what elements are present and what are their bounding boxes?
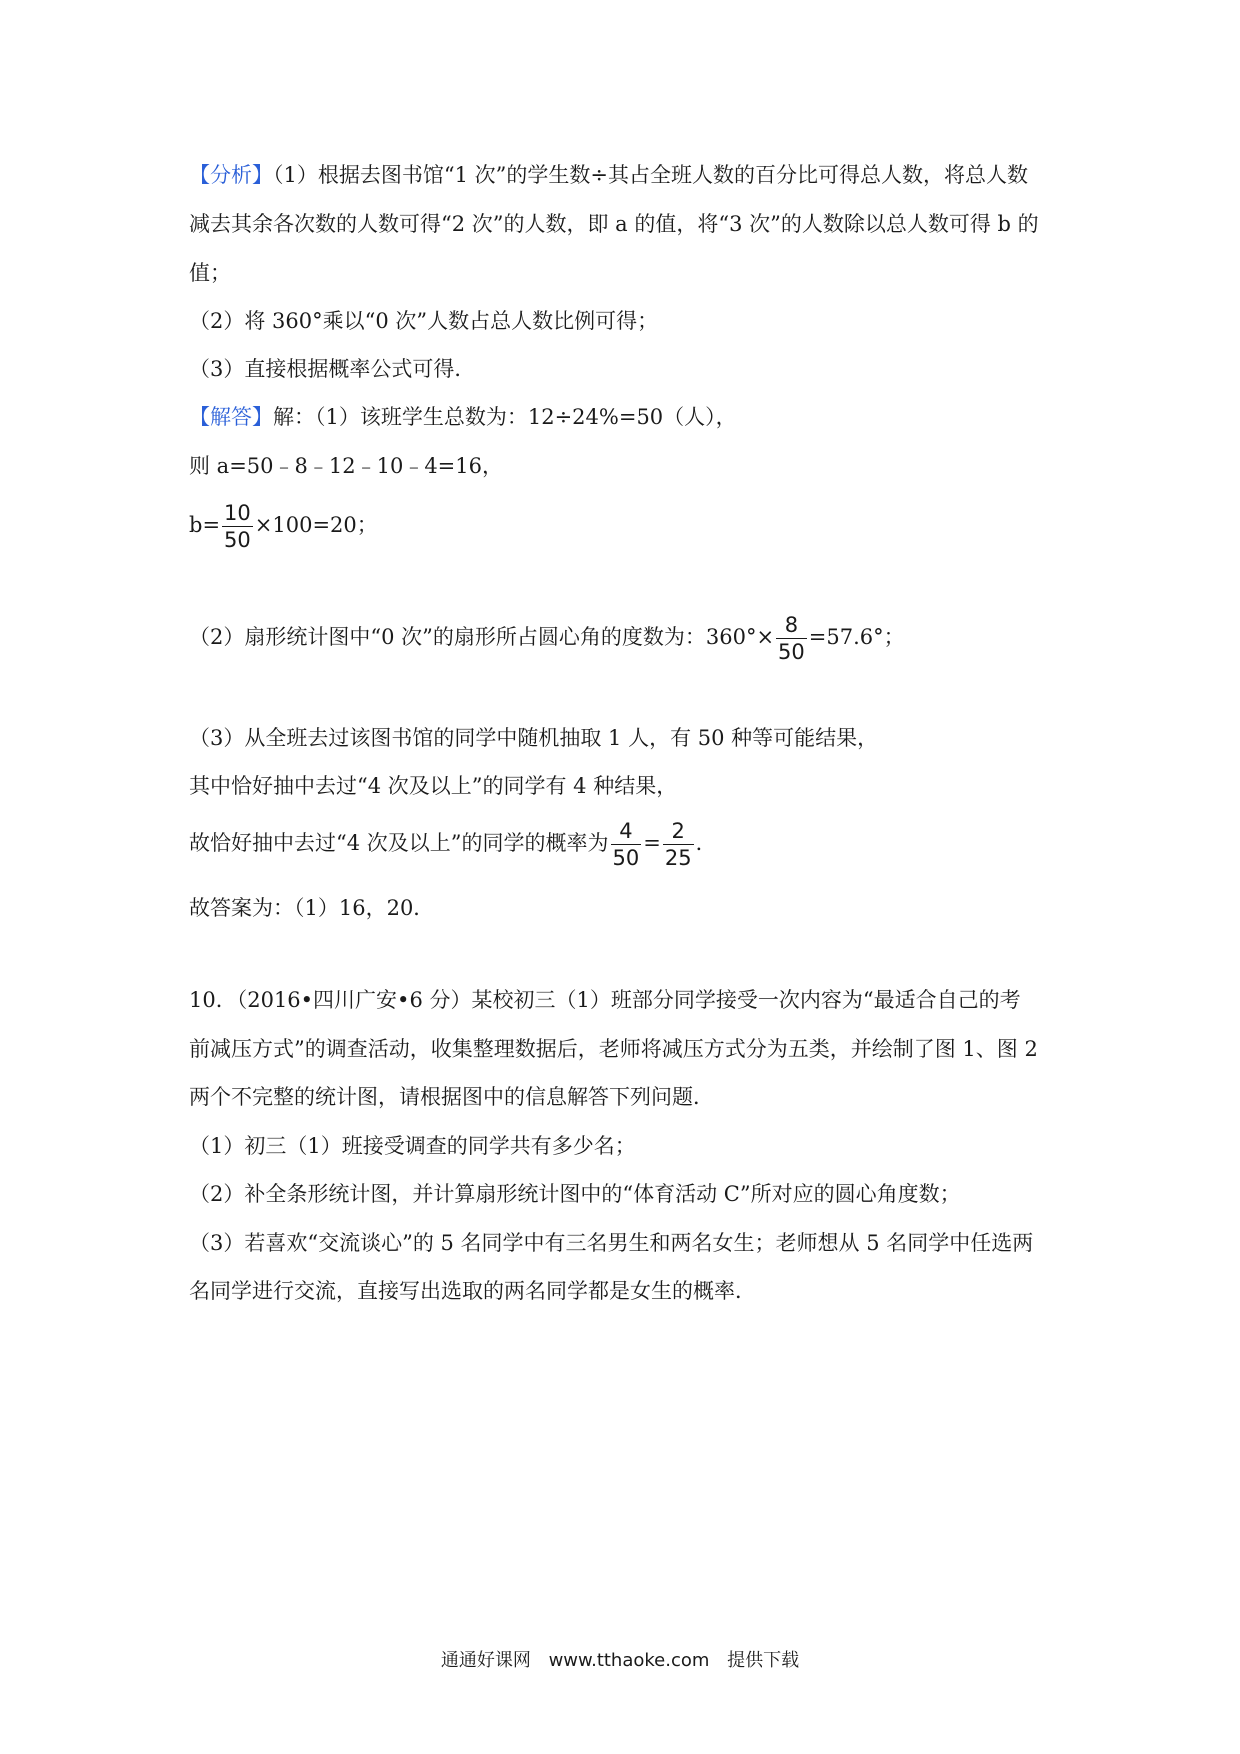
- answer-part2: （2）扇形统计图中“0 次”的扇形所占圆心角的度数为：360°× $\frac{8}{50}$ =57.6°；: [189, 613, 905, 664]
- question-line-7: 名同学进行交流，直接写出选取的两名同学都是女生的概率．: [189, 1279, 756, 1303]
- answer-part3-line-1: （3）从全班去过该图书馆的同学中随机抽取 1 人，有 50 种等可能结果，: [189, 726, 879, 750]
- analysis-line-1: 【分析】（1）根据去图书馆“1 次”的学生数÷其占全班人数的百分比可得总人数，将总人数: [189, 163, 1028, 187]
- fraction: $\frac{8}{50}$: [778, 613, 805, 664]
- answer-part3-line-2: 其中恰好抽中去过“4 次及以上”的同学有 4 种结果，: [189, 774, 678, 798]
- fraction: $\frac{10}{50}$: [224, 501, 251, 552]
- fraction: $\frac{2}{25}$: [664, 819, 692, 870]
- question-line-3: 两个不完整的统计图，请根据图中的信息解答下列问题．: [189, 1085, 714, 1109]
- answer-part3-probability: 故恰好抽中去过“4 次及以上”的同学的概率为 $\frac{4}{50}$ = $\frac{2}{25}$ ．: [189, 819, 717, 870]
- answer-line-1: 【解答】解：（1）该班学生总数为：12÷24%=50（人），: [189, 405, 737, 429]
- analysis-line-5: （3）直接根据概率公式可得．: [189, 357, 476, 381]
- footer-url[interactable]: www.tthaoke.com: [548, 1650, 710, 1671]
- question-line-1: 10．（2016•四川广安•6 分）某校初三（1）班部分同学接受一次内容为“最适合自己的考: [189, 988, 1021, 1012]
- analysis-tag: 【分析】: [189, 163, 273, 187]
- footer-site-name: 通通好课网: [440, 1650, 531, 1671]
- answer-b-formula: b= $\frac{10}{50}$ ×100=20；: [189, 501, 378, 552]
- answer-tag: 【解答】: [189, 405, 273, 429]
- question-line-2: 前减压方式”的调查活动，收集整理数据后，老师将减压方式分为五类，并绘制了图 1、图 2: [189, 1037, 1038, 1061]
- footer-action: 提供下载: [727, 1650, 800, 1671]
- answer-final: 故答案为：（1）16，20．: [189, 896, 435, 920]
- analysis-line-2: 减去其余各次数的人数可得“2 次”的人数，即 a 的值，将“3 次”的人数除以总人数可得 b 的: [189, 212, 1039, 236]
- fraction: $\frac{4}{50}$: [612, 819, 640, 870]
- question-line-4: （1）初三（1）班接受调查的同学共有多少名；: [189, 1134, 636, 1158]
- answer-line-2: 则 a=50﹣8﹣12﹣10﹣4=16，: [189, 454, 503, 478]
- question-line-6: （3）若喜欢“交流谈心”的 5 名同学中有三名男生和两名女生；老师想从 5 名同学中任选两: [189, 1231, 1034, 1255]
- page-footer: [0, 1646, 1240, 1672]
- analysis-line-3: 值；: [189, 261, 231, 285]
- question-line-5: （2）补全条形统计图，并计算扇形统计图中的“体育活动 C”所对应的圆心角度数；: [189, 1182, 961, 1206]
- analysis-line-4: （2）将 360°乘以“0 次”人数占总人数比例可得；: [189, 309, 659, 333]
